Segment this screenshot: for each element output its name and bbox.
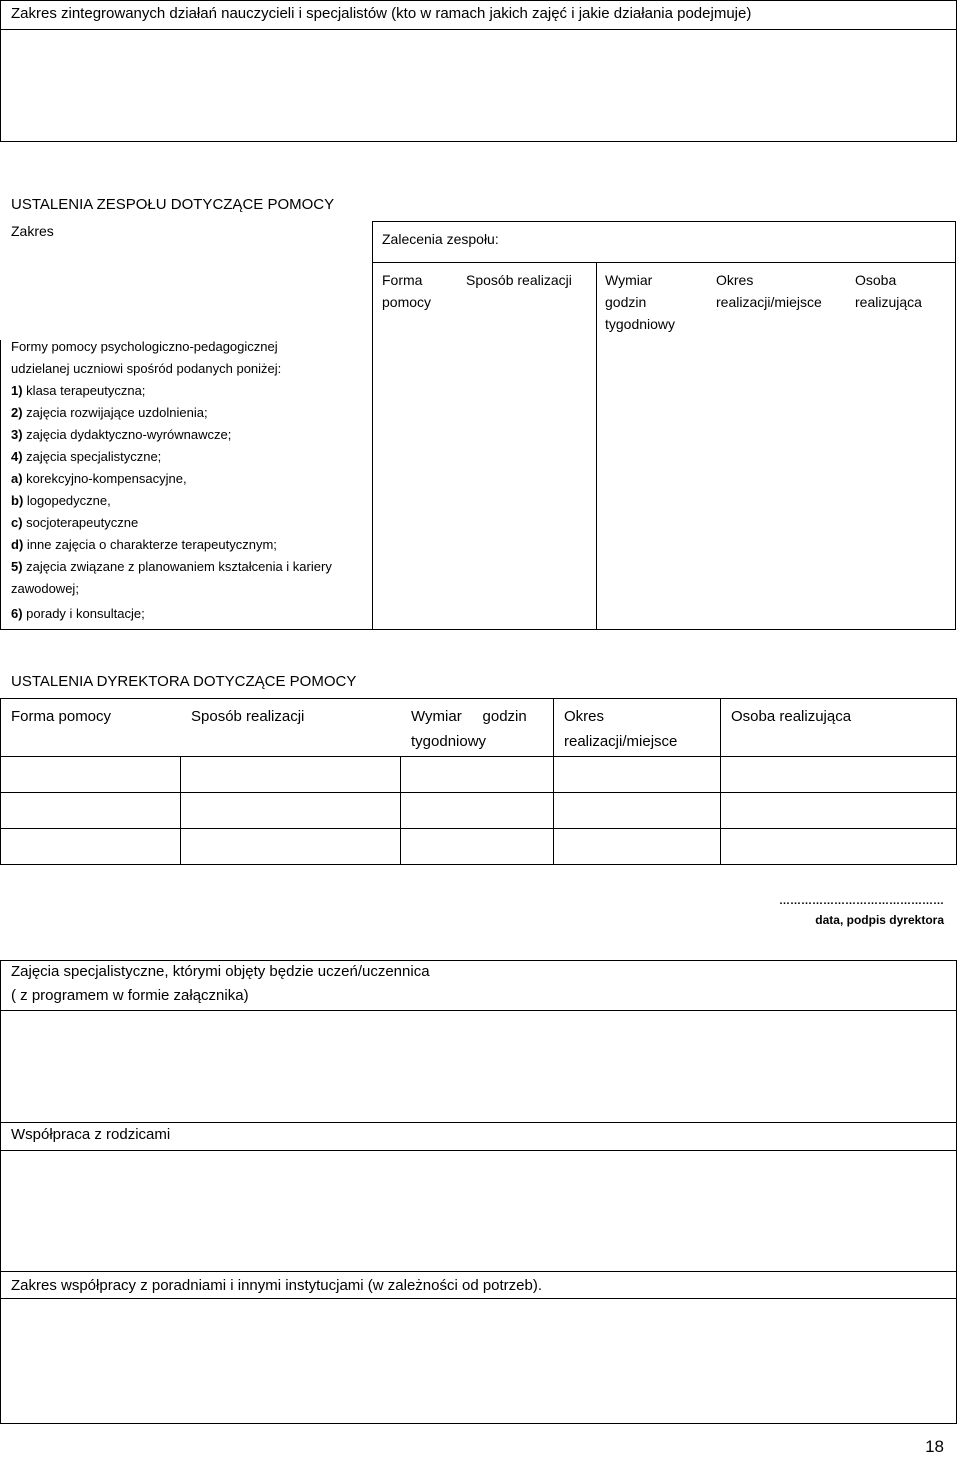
- specialist-line-1: Zajęcia specjalistyczne, którymi objęty będzie uczeń/uczennica: [11, 963, 430, 980]
- list-item: 5) zajęcia związane z planowaniem kształcenia i kariery: [11, 559, 332, 574]
- recommendations-label: Zalecenia zespołu:: [382, 231, 499, 247]
- col-forma-1: Forma: [382, 272, 423, 288]
- list-item: b) logopedyczne,: [11, 493, 111, 508]
- col-sposob: Sposób realizacji: [466, 272, 572, 288]
- col-osoba-2: realizująca: [855, 294, 922, 310]
- institutions-label: Zakres współpracy z poradniami i innymi instytucjami (w zależności od potrzeb).: [11, 1277, 543, 1294]
- col-wymiar-3: tygodniowy: [605, 316, 676, 332]
- list-item: c) socjoterapeutyczne: [11, 515, 139, 530]
- signature-label: data, podpis dyrektora: [815, 913, 944, 927]
- col-wymiar-1: Wymiar: [605, 272, 653, 288]
- col-okres-1: Okres: [716, 272, 754, 288]
- col-okres-2: realizacji/miejsce: [716, 294, 822, 310]
- dir-col-okres-2: realizacji/miejsce: [564, 733, 678, 750]
- list-item: d) inne zajęcia o charakterze terapeutycznym;: [11, 537, 277, 552]
- signature-dots: ………………………………………: [779, 895, 944, 907]
- list-item: 4) zajęcia specjalistyczne;: [11, 449, 162, 464]
- parents-label: Współpraca z rodzicami: [11, 1126, 171, 1143]
- list-item: zawodowej;: [11, 581, 79, 596]
- dir-col-osoba: Osoba realizująca: [731, 708, 852, 725]
- list-item: 6) porady i konsultacje;: [11, 606, 145, 621]
- specialist-line-2: ( z programem w formie załącznika): [11, 987, 249, 1004]
- forms-intro-2: udzielanej uczniowi spośród podanych poniżej:: [11, 361, 282, 376]
- dir-col-sposob: Sposób realizacji: [191, 708, 305, 725]
- dir-col-wymiar-2: tygodniowy: [411, 733, 487, 750]
- list-item: 1) klasa terapeutyczna;: [11, 383, 146, 398]
- integrated-actions-title: Zakres zintegrowanych działań nauczycieli i specjalistów (kto w ramach jakich zajęć i jakie działania podejmuje): [11, 5, 752, 22]
- col-wymiar-2: godzin: [605, 294, 647, 310]
- specialist-classes-box: [0, 960, 957, 1424]
- team-heading: USTALENIA ZESPOŁU DOTYCZĄCE POMOCY: [11, 196, 335, 213]
- col-forma-2: pomocy: [382, 294, 432, 310]
- list-item: 2) zajęcia rozwijające uzdolnienia;: [11, 405, 208, 420]
- col-osoba-1: Osoba: [855, 272, 897, 288]
- director-heading: USTALENIA DYREKTORA DOTYCZĄCE POMOCY: [11, 673, 357, 690]
- zakres-label: Zakres: [11, 223, 54, 239]
- dir-col-okres-1: Okres: [564, 708, 605, 725]
- dir-col-wymiar-1: Wymiar godzin: [411, 708, 527, 725]
- list-item: a) korekcyjno-kompensacyjne,: [11, 471, 187, 486]
- list-item: 3) zajęcia dydaktyczno-wyrównawcze;: [11, 427, 232, 442]
- forms-intro-1: Formy pomocy psychologiczno-pedagogicznej: [11, 339, 278, 354]
- page-number: 18: [925, 1437, 944, 1456]
- dir-col-forma: Forma pomocy: [11, 708, 112, 725]
